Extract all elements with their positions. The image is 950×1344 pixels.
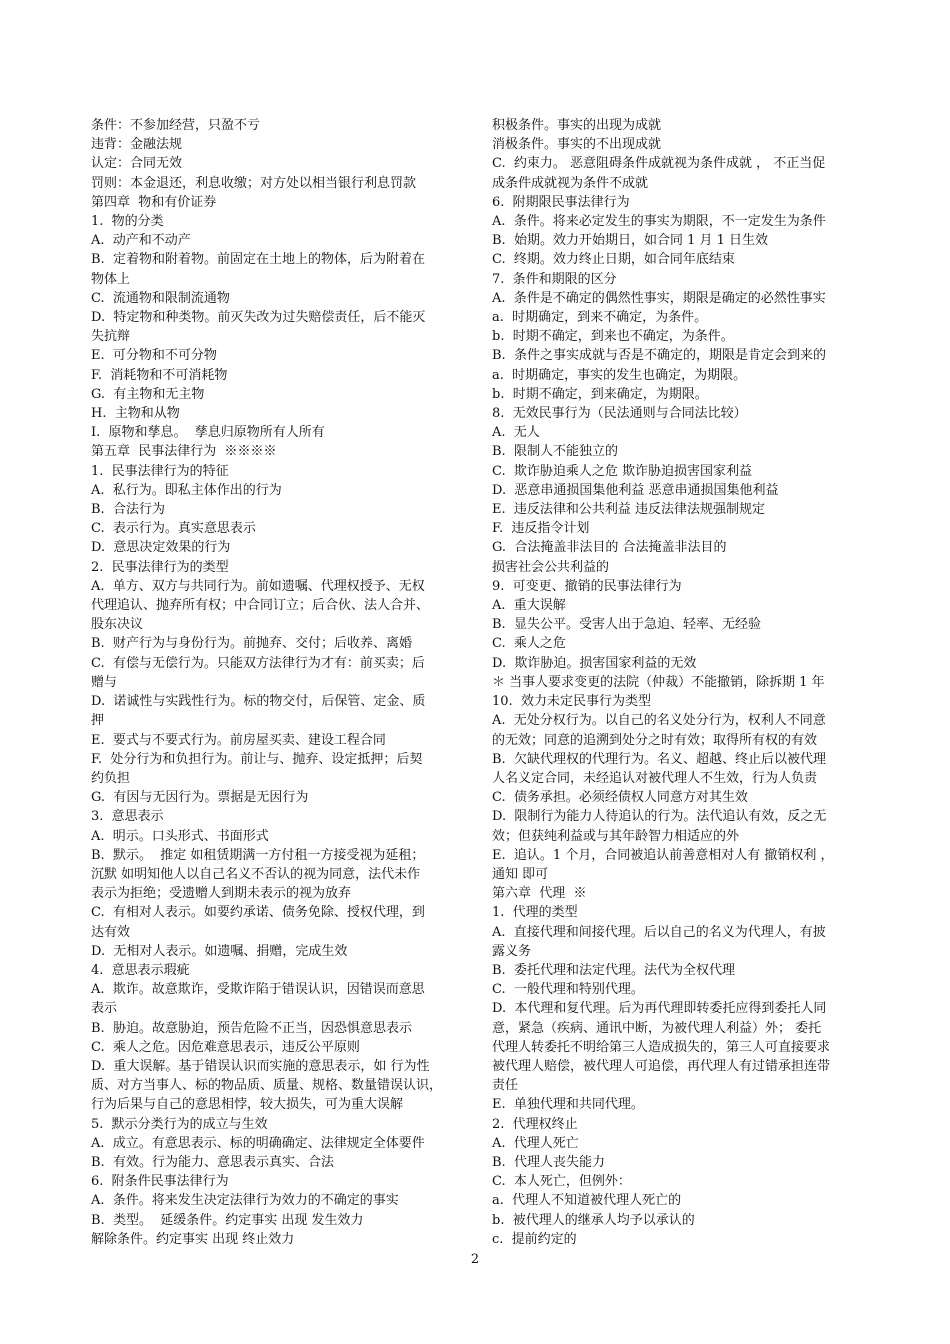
- text-line: 1. 代理的类型: [492, 905, 578, 921]
- text-line: c. 提前约定的: [492, 1231, 577, 1247]
- text-line: 6. 附期限民事法律行为: [492, 194, 630, 210]
- text-line: 7. 条件和期限的区分: [492, 271, 617, 287]
- text-line: B. 代理人丧失能力: [492, 1154, 605, 1170]
- text-line: C. 乘人之危: [492, 636, 566, 652]
- text-line: 罚则：本金退还，利息收缴；对方处以相当银行利息罚款: [91, 175, 417, 191]
- left-column: [91, 116, 461, 1249]
- text-line: 消极条件。事实的不出现成就: [492, 137, 662, 153]
- text-line: b. 时期不确定，到来确定，为期限。: [492, 386, 708, 402]
- text-line: A. 无人: [492, 425, 540, 441]
- text-line: 代理追认、抛弃所有权；中合同订立；后合伙、法人合并、: [91, 598, 430, 614]
- text-line: B. 类型。 延缓条件。约定事实 出现 发生效力: [91, 1212, 364, 1228]
- text-line: 1. 物的分类: [91, 214, 164, 230]
- text-line: B. 欠缺代理权的代理行为。名义、超越、终止后以被代理: [492, 751, 826, 767]
- text-line: 达有效: [91, 924, 131, 940]
- text-line: 6. 附条件民事法律行为: [91, 1174, 229, 1190]
- text-line: E. 单独代理和共同代理。: [492, 1097, 644, 1113]
- text-line: B. 条件之事实成就与否是不确定的，期限是肯定会到来的: [492, 348, 826, 364]
- text-line: A. 代理人死亡: [492, 1135, 579, 1151]
- text-line: C. 有偿与无偿行为。只能双方法律行为才有：前买卖；后: [91, 655, 425, 671]
- text-line: 损害社会公共利益的: [492, 559, 610, 575]
- text-line: E. 追认。1 个月，合同被追认前善意相对人有 撤销权利 ，: [492, 847, 834, 863]
- text-line: a. 时期确定，到来不确定，为条件。: [492, 310, 708, 326]
- text-line: G. 有主物和无主物: [91, 386, 205, 402]
- text-line: 10. 效力未定民事行为类型: [492, 694, 651, 710]
- text-line: A. 重大误解: [492, 598, 566, 614]
- text-line: a. 时期确定，事实的发生也确定，为期限。: [492, 367, 747, 383]
- text-line: A. 条件是不确定的偶然性事实，期限是确定的必然性事实: [492, 290, 826, 306]
- text-line: 1. 民事法律行为的特征: [91, 463, 229, 479]
- text-line: B. 显失公平。受害人出于急迫、轻率、无经验: [492, 617, 761, 633]
- text-line: C. 终期。效力终止日期，如合同年底结束: [492, 252, 735, 268]
- text-line: 失抗辩: [91, 329, 131, 345]
- text-line: H. 主物和从物: [91, 406, 180, 422]
- text-line: 股东决议: [91, 617, 144, 633]
- text-line: B. 合法行为: [91, 502, 165, 518]
- text-line: C. 债务承担。必须经债权人同意方对其生效: [492, 790, 748, 806]
- text-line: 积极条件。事实的出现为成就: [492, 118, 662, 133]
- text-line: 被代理人赔偿，被代理人可追偿，再代理人有过错承担连带: [492, 1058, 831, 1074]
- text-line: b. 被代理人的继承人均予以承认的: [492, 1212, 695, 1228]
- text-line: 露义务: [492, 943, 532, 959]
- text-line: G. 有因与无因行为。票据是无因行为: [91, 790, 309, 806]
- text-line: 成条件成就视为条件不成就: [492, 175, 649, 191]
- right-column: [492, 116, 864, 1249]
- text-line: B. 默示。 推定 如租赁期满一方付租一方接受视为延租；: [91, 847, 425, 863]
- text-line: F. 消耗物和不可消耗物: [91, 367, 228, 383]
- text-line: 9. 可变更、撤销的民事法律行为: [492, 578, 682, 594]
- text-line: 5. 默示分类行为的成立与生效: [91, 1116, 268, 1132]
- text-line: D. 意思决定效果的行为: [91, 540, 231, 556]
- text-line: E. 可分物和不可分物: [91, 348, 217, 364]
- text-line: C. 流通物和限制流通物: [91, 290, 230, 306]
- text-line: 第六章 代理 ※: [492, 886, 587, 902]
- text-line: B. 胁迫。故意胁迫，预告危险不正当，因恐惧意思表示: [91, 1020, 412, 1036]
- text-line: 沉默 如明知他人以自己名义不否认的视为同意，法代未作: [91, 866, 421, 882]
- text-line: 赠与: [91, 674, 118, 690]
- text-line: 违背：金融法规: [91, 137, 183, 153]
- text-line: C. 一般代理和特别代理。: [492, 982, 644, 998]
- text-line: D. 欺诈胁迫。损害国家利益的无效: [492, 655, 697, 671]
- text-line: 4. 意思表示瑕疵: [91, 962, 190, 978]
- text-line: E. 要式与不要式行为。前房屋买卖、建设工程合同: [91, 732, 386, 748]
- text-line: 第五章 民事法律行为 ※※※※: [91, 444, 277, 460]
- text-line: D. 特定物和种类物。前灭失改为过失赔偿责任，后不能灭: [91, 310, 426, 326]
- text-line: D. 重大误解。基于错误认识而实施的意思表示，如 行为性: [91, 1058, 430, 1074]
- text-line: A. 条件。将来必定发生的事实为期限，不一定发生为条件: [492, 214, 826, 230]
- text-line: 效；但获纯利益或与其年龄智力相适应的外: [492, 828, 740, 844]
- text-line: B. 始期。效力开始期日，如合同 1 月 1 日生效: [492, 233, 769, 249]
- text-line: B. 委托代理和法定代理。法代为全权代理: [492, 962, 735, 978]
- text-line: 押: [91, 713, 105, 729]
- text-line: D. 诺诚性与实践性行为。标的物交付，后保管、定金、质: [91, 694, 426, 710]
- text-line: 通知 即可: [492, 866, 549, 882]
- text-line: 质、对方当事人、标的物品质、质量、规格、数量错误认识，: [91, 1078, 443, 1094]
- text-line: A. 单方、双方与共同行为。前如遗嘱、代理权授予、无权: [91, 578, 425, 594]
- text-line: b. 时期不确定，到来也不确定，为条件。: [492, 329, 734, 345]
- text-line: A. 成立。有意思表示、标的明确确定、法律规定全体要件: [91, 1135, 425, 1151]
- text-line: C. 约束力。 恶意阻碍条件成就视为条件成就 ， 不正当促: [492, 156, 826, 172]
- text-line: 8. 无效民事行为（民法通则与合同法比较）: [492, 406, 747, 422]
- text-line: G. 合法掩盖非法目的 合法掩盖非法目的: [492, 540, 727, 556]
- text-line: A. 动产和不动产: [91, 233, 191, 249]
- text-line: 3. 意思表示: [91, 809, 164, 825]
- text-line: A. 私行为。即私主体作出的行为: [91, 482, 282, 498]
- text-line: 的无效；同意的追溯到处分之时有效；取得所有权的有效: [492, 732, 818, 748]
- text-line: C. 乘人之危。因危难意思表示，违反公平原则: [91, 1039, 360, 1055]
- text-line: C. 本人死亡，但例外：: [492, 1174, 631, 1190]
- text-line: B. 定着物和附着物。前固定在土地上的物体，后为附着在: [91, 252, 425, 268]
- text-line: A. 无处分权行为。以自己的名义处分行为，权利人不同意: [492, 713, 826, 729]
- text-line: 条件：不参加经营，只盈不亏: [91, 118, 261, 133]
- text-line: 物体上: [91, 271, 131, 287]
- text-line: a. 代理人不知道被代理人死亡的: [492, 1193, 682, 1209]
- text-line: D. 恶意串通损国集他利益 恶意串通损国集他利益: [492, 482, 779, 498]
- text-line: 表示: [91, 1001, 118, 1017]
- text-line: 约负担: [91, 770, 131, 786]
- text-line: D. 本代理和复代理。后为再代理即转委托应得到委托人同: [492, 1001, 827, 1017]
- text-line: C. 有相对人表示。如要约承诺、债务免除、授权代理，到: [91, 905, 425, 921]
- text-line: F. 处分行为和负担行为。前让与、抛弃、设定抵押；后契: [91, 751, 423, 767]
- text-line: ＊ 当事人要求变更的法院（仲裁）不能撤销，除拆期 1 年: [492, 674, 825, 690]
- text-line: A. 明示。口头形式、书面形式: [91, 828, 269, 844]
- page-number: 2: [470, 1252, 480, 1267]
- text-line: 解除条件。约定事实 出现 终止效力: [91, 1231, 295, 1247]
- text-line: A. 条件。将来发生决定法律行为效力的不确定的事实: [91, 1193, 399, 1209]
- text-line: 意，紧急（疾病、通讯中断，为被代理人利益）外； 委托: [492, 1020, 822, 1036]
- text-line: I. 原物和孳息。 孳息归原物所有人所有: [91, 425, 325, 441]
- text-line: E. 违反法律和公共利益 违反法律法规强制规定: [492, 502, 766, 518]
- text-line: 2. 民事法律行为的类型: [91, 559, 229, 575]
- text-line: 行为后果与自己的意思相悖，较大损失，可为重大误解: [91, 1097, 404, 1113]
- text-line: B. 有效。行为能力、意思表示真实、合法: [91, 1154, 334, 1170]
- text-line: C. 欺诈胁迫乘人之危 欺诈胁迫损害国家利益: [492, 463, 753, 479]
- text-line: D. 无相对人表示。如遗嘱、捐赠，完成生效: [91, 943, 348, 959]
- text-line: D. 限制行为能力人待追认的行为。法代追认有效，反之无: [492, 809, 827, 825]
- text-line: A. 欺诈。故意欺诈，受欺诈陷于错误认识，因错误而意思: [91, 982, 425, 998]
- text-line: 代理人转委托不明给第三人造成损失的，第三人可直接要求: [492, 1039, 831, 1055]
- text-line: 2. 代理权终止: [492, 1116, 578, 1132]
- text-line: 表示为拒绝；受遗赠人到期未表示的视为放弃: [91, 886, 352, 902]
- text-line: B. 财产行为与身份行为。前抛弃、交付；后收养、离婚: [91, 636, 412, 652]
- text-line: B. 限制人不能独立的: [492, 444, 618, 460]
- text-line: A. 直接代理和间接代理。后以自己的名义为代理人，有披: [492, 924, 826, 940]
- text-line: C. 表示行为。真实意思表示: [91, 521, 256, 537]
- text-line: 第四章 物和有价证券: [91, 194, 217, 210]
- text-line: 人名义定合同，未经追认对被代理人不生效，行为人负责: [492, 770, 818, 786]
- text-line: F. 违反指令计划: [492, 521, 590, 537]
- text-line: 责任: [492, 1078, 519, 1094]
- text-line: 认定：合同无效: [91, 156, 183, 172]
